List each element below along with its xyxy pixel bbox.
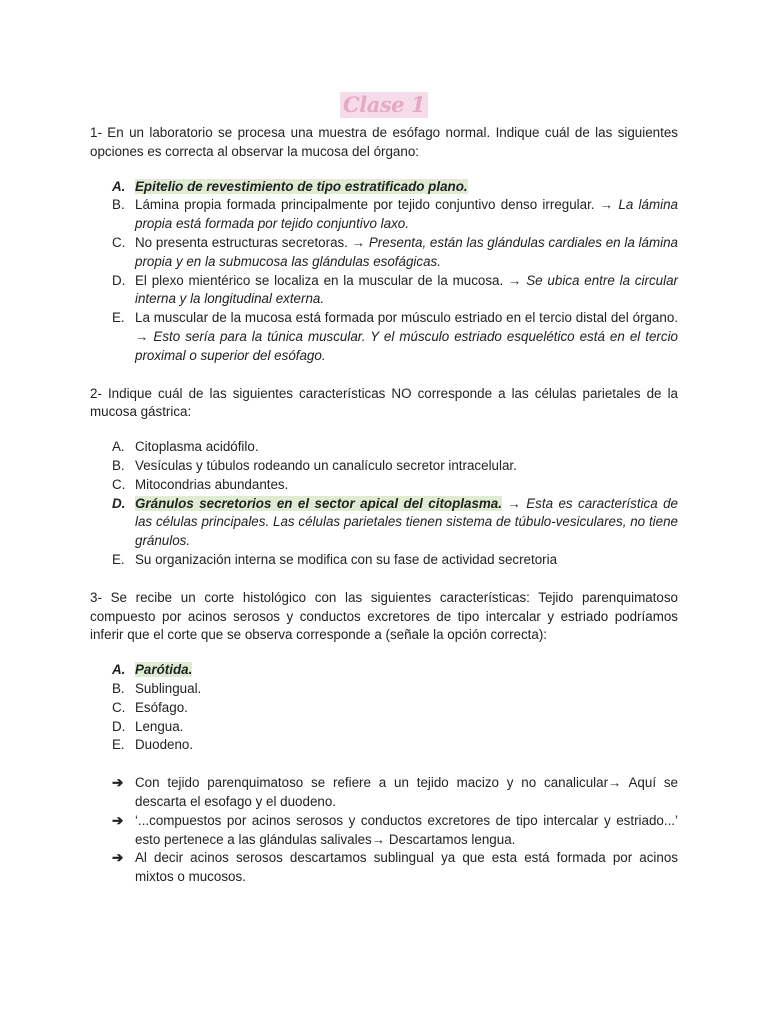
arrow-bullet-icon: ➔ <box>112 775 124 791</box>
option-text: Duodeno. <box>135 737 194 753</box>
explanation-item <box>90 812 678 850</box>
explanation-item <box>90 849 678 887</box>
option-text: La muscular de la mucosa está formada por músculo estriado en el tercio distal del órgano. → <box>135 310 678 344</box>
question-1-options <box>90 178 678 366</box>
option-3d <box>90 718 678 737</box>
arrow-glyph: → <box>501 495 527 511</box>
question-3-prompt: 3- Se recibe un corte histológico con las siguientes características: Tejido parenquimatoso compuesto por acinos serosos y conductos excretores de tipo intercalar y estriado podríamos inferir que el corte que se observa corresponde a (señale la opción correcta): <box>90 589 678 643</box>
explanation-list <box>90 774 678 887</box>
option-text: Lengua. <box>135 718 184 734</box>
option-letter: B. <box>112 457 125 473</box>
option-letter: B. <box>112 680 125 696</box>
option-note: Presenta, están las glándulas cardiales en la lámina propia y en la submucosa las glándulas esofágicas. <box>135 234 678 269</box>
option-1a <box>90 178 678 197</box>
option-note: Esta es característica de las células principales. Las células parietales tienen sistema de túbulo-vesiculares, no tiene gránulos. <box>135 495 678 549</box>
option-letter: A. <box>112 439 125 455</box>
option-letter: B. <box>112 197 125 213</box>
option-1c <box>90 234 678 272</box>
option-letter: C. <box>112 699 126 715</box>
option-letter: E. <box>112 310 125 326</box>
option-text: No presenta estructuras secretoras. → <box>135 234 369 250</box>
page-title: Clase 1 <box>340 92 428 118</box>
option-1d <box>90 272 678 310</box>
option-letter: D. <box>112 718 126 734</box>
option-1e <box>90 309 678 365</box>
option-letter: C. <box>112 476 126 492</box>
option-2d <box>90 495 678 551</box>
correct-answer: Gránulos secretorios en el sector apical del citoplasma. <box>135 495 502 511</box>
arrow-bullet-icon: ➔ <box>112 812 124 828</box>
option-3a <box>90 661 678 680</box>
option-3b <box>90 680 678 699</box>
option-text: Sublingual. <box>135 680 202 696</box>
arrow-bullet-icon: ➔ <box>112 850 124 866</box>
option-text: Esófago. <box>135 699 188 715</box>
option-text: El plexo mientérico se localiza en la muscular de la mucosa. → <box>135 272 527 288</box>
explanation-text: ‘...compuestos por acinos serosos y conductos excretores de tipo intercalar y estriado...’ esto pertenece a las glándulas salivales→ Descartamos lengua. <box>135 812 678 847</box>
option-letter: C. <box>112 234 126 250</box>
question-2-options <box>90 438 678 570</box>
explanation-text: Con tejido parenquimatoso se refiere a un tejido macizo y no canalicular→ Aquí se descarta el esofago y el duodeno. <box>135 775 678 809</box>
option-note: La lámina propia está formada por tejido conjuntivo laxo. <box>135 197 678 232</box>
option-3c <box>90 699 678 718</box>
option-letter: D. <box>112 495 126 511</box>
option-text: Mitocondrias abundantes. <box>135 476 289 492</box>
correct-answer: Parótida. <box>135 662 193 678</box>
title-container <box>0 92 768 118</box>
option-letter: A. <box>112 178 126 194</box>
option-3e <box>90 736 678 755</box>
option-letter: A. <box>112 662 126 678</box>
document-content <box>90 124 678 887</box>
option-text: Lámina propia formada principalmente por tejido conjuntivo denso irregular. → <box>135 197 619 213</box>
option-letter: D. <box>112 272 126 288</box>
option-text: Su organización interna se modifica con su fase de actividad secretoria <box>135 551 558 567</box>
option-2c <box>90 476 678 495</box>
option-letter: E. <box>112 551 125 567</box>
correct-answer: Epitelio de revestimiento de tipo estratificado plano. <box>135 178 468 194</box>
option-note: Esto sería para la túnica muscular. Y el músculo estriado esquelético está en el tercio proximal o superior del esófago. <box>135 328 678 363</box>
question-1-prompt: 1- En un laboratorio se procesa una muestra de esófago normal. Indique cuál de las siguientes opciones es correcta al observar la mucosa del órgano: <box>90 125 678 159</box>
explanation-item <box>90 774 678 812</box>
option-2e <box>90 551 678 570</box>
option-text: Citoplasma acidófilo. <box>135 439 259 455</box>
spacer <box>90 570 678 589</box>
option-1b <box>90 196 678 234</box>
option-letter: E. <box>112 737 125 753</box>
option-2b <box>90 457 678 476</box>
option-text: Vesículas y túbulos rodeando un canalículo secretor intracelular. <box>135 457 517 473</box>
question-3-options <box>90 661 678 755</box>
question-2-prompt: 2- Indique cuál de las siguientes características NO corresponde a las células parietales de la mucosa gástrica: <box>90 385 678 420</box>
explanation-text: Al decir acinos serosos descartamos sublingual ya que esta está formada por acinos mixtos o mucosos. <box>135 850 678 885</box>
option-2a <box>90 438 678 457</box>
option-note: Se ubica entre la circular interna y la longitudinal externa. <box>135 272 678 307</box>
spacer <box>90 366 678 385</box>
